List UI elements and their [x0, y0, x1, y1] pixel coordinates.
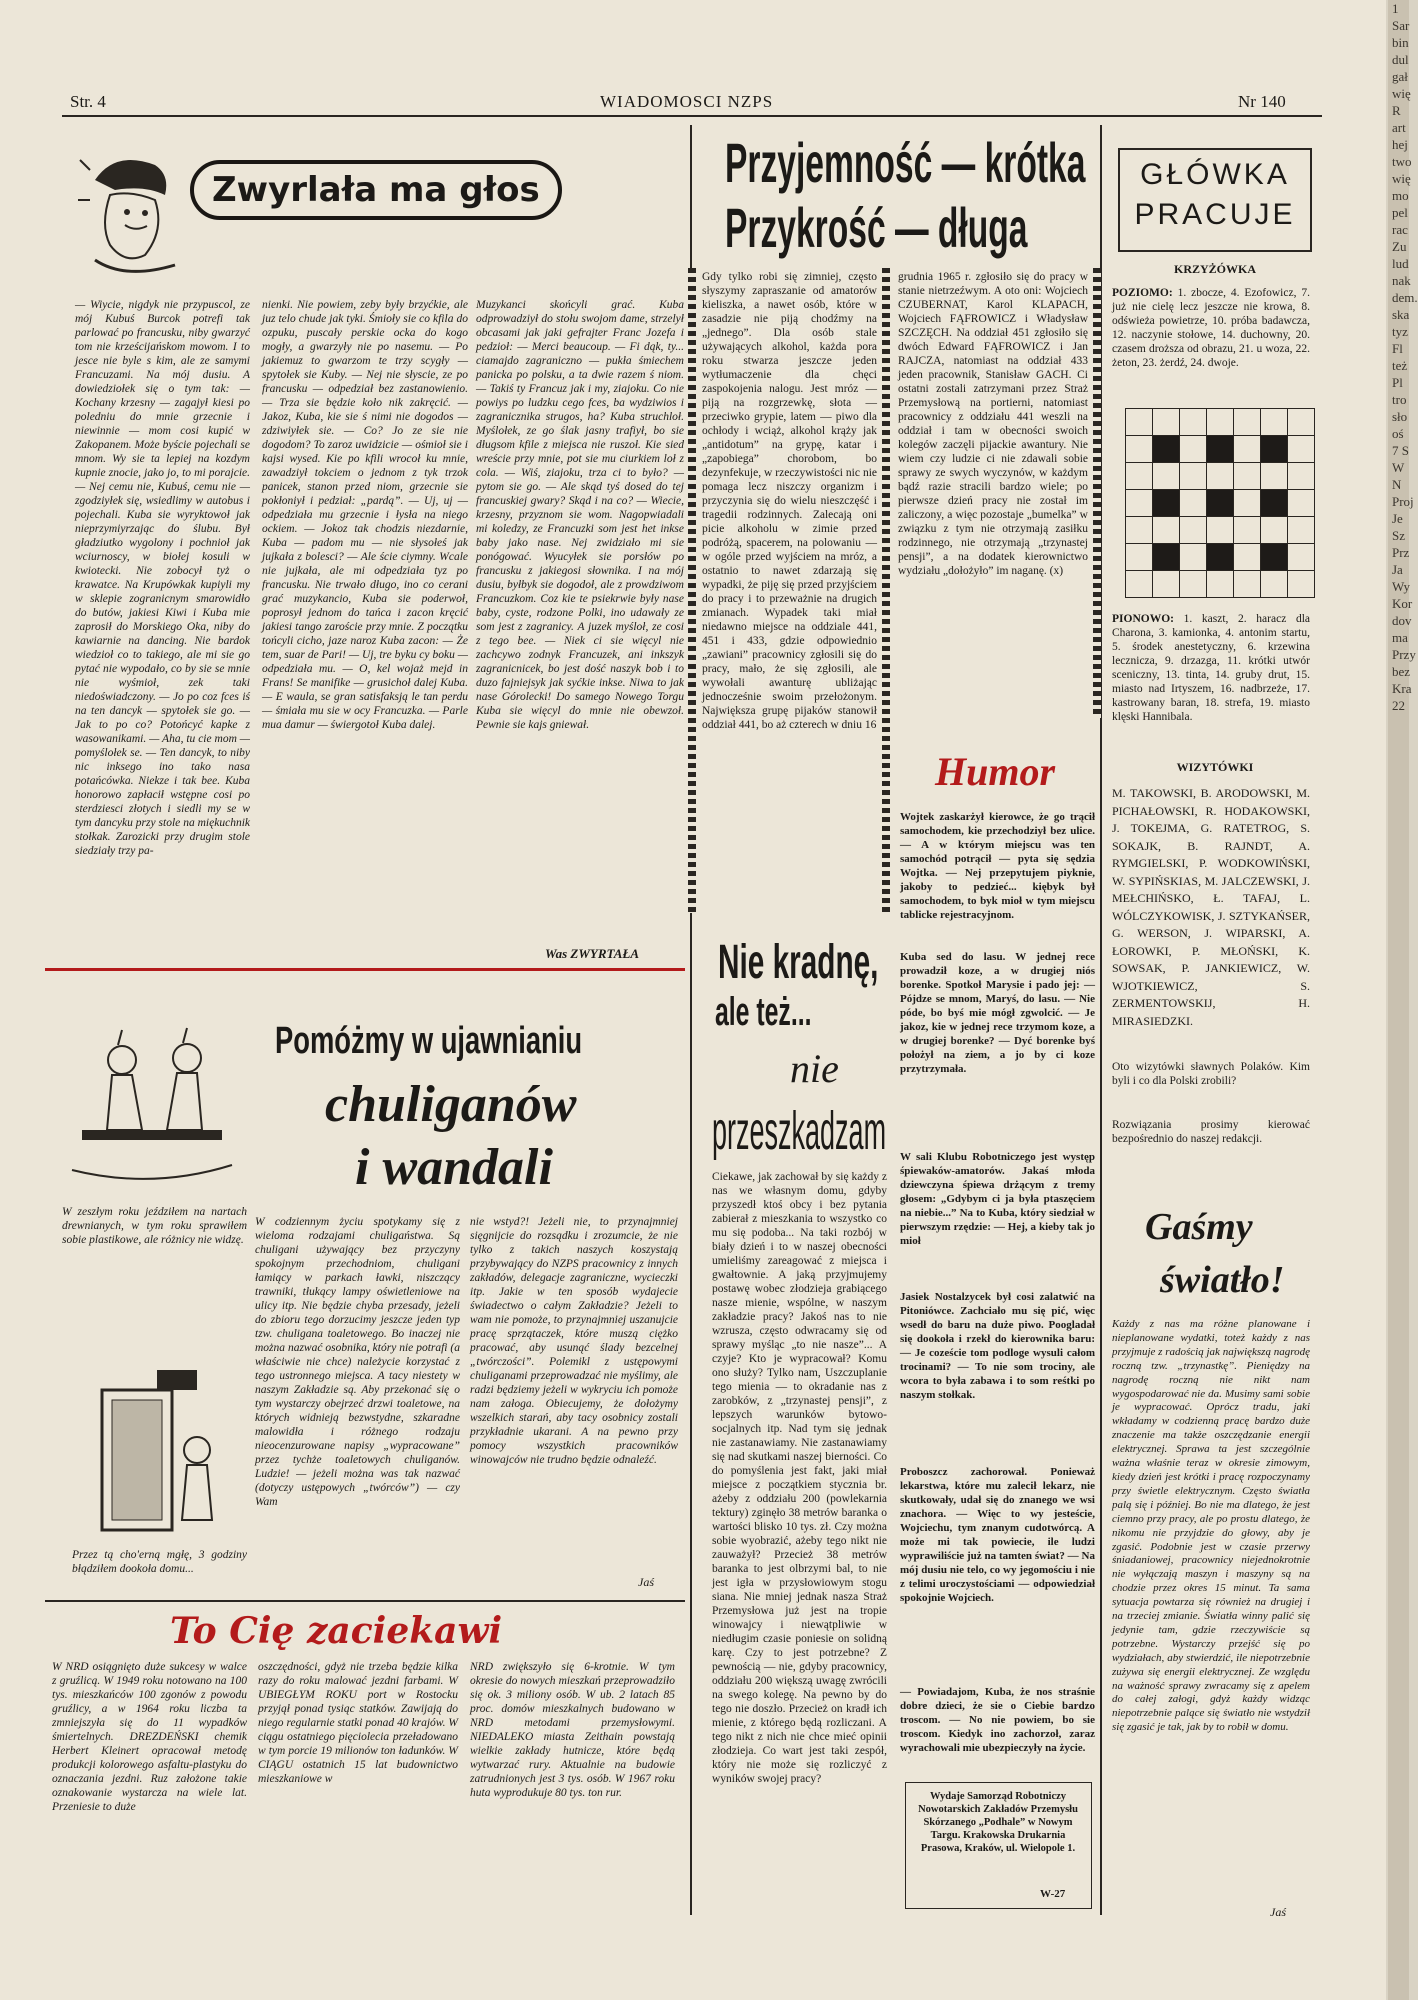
pionowo-clues [1112, 612, 1310, 724]
ornament-border-left [688, 268, 696, 913]
skier-caption: W zeszłym roku jeździłem na nartach drewnianych, w tym roku sprawiłem sobie plastikowe, ale różnicy nie widzę. [62, 1206, 247, 1246]
wizytowki-title: WIZYTÓWKI [1176, 760, 1254, 774]
zwyrtala-title: Zwyrlała ma głos [190, 160, 562, 220]
nie-kradne-title-3: nie [790, 1046, 839, 1091]
nie-kradne-body: Ciekawe, jak zachował by się każdy z nas we własnym domu, gdyby przyszedł ktoś obcy i bez pytania zabierał z mieszkania to wszystko co mu się podoba... Na taki rozbój w biały dzień i to w naszej obecności umieliśmy zareagować z miejsca i gwałtownie. A jaką przyjmujemy postawę wobec złodzieja grabiącego nasze mienie, wspólne, w naszym zakładzie pracy? Jakoś nas to nie wzrusza, często odwracamy się od sprawy myśląc „to nie nasze”... A czyje? Kto je wypracował? Komu ono służy? Tylko nam, Uszczuplanie tego mienia — to okradanie nas z zarobków, z „trzynastej pensji”, z lepszych warunków bytowo-socjalnych itp. Nad tym się jednak nie zastanawiamy. Nie zastanawiamy się nad skutkami naszej bierności. Co do pomyślenia jest fakt, jaki miał miejsce z początkiem stycznia br. ażeby z oddziału 200 (powlekarnia tektury) zginęło 38 metrów baranka o wartości blisko 10 tys. zł. Czy można sobie wyobrazić, ażeby tego nikt nie zauważył? Przecież 38 metrów baranka to jest olbrzymi bal, to nie jest igła w przysłowiowym stogu siana. Nie mniej jednak nasza Straż Przemysłowa już jest na tropie winowajcy i niewątpliwie w niedługim czasie poniesie on solidną karę. Czy to jest potrzebne? Z pewnością — nie, gdyby pracownicy, oddziału 200 większą uwagę zwrócili na swego kolegę. Na pewno by do tego nie doszło. Przecież on kradł ich mienie, z którego będą rozliczani. A tego nikt z nich nie chce mieć opinii złodzieja. Co wart jest taki zespół, który nie może się rozliczyć z wyników swojej pracy? [712, 1171, 887, 1785]
ciekawi-title: To Cię zaciekawi [170, 1610, 503, 1652]
nie-kradne-title-2: ale też... [715, 990, 812, 1034]
ciekawi-column-2: oszczędności, gdyż nie trzeba będzie kilka razy do roku malować jezdni farbami. W UBIEGŁYM ROKU port w Rostocku przyjął ponad tysiąc statków. Zawijają do niego regularnie statki ponad 40 krajów. W ciągu ostatniego pięciolecia przeładowano w tym porcie 19 milionów ton ładunków. W CIĄGU ostatnich 15 lat budownictwo mieszkaniowe w [258, 1661, 458, 1785]
poziomo-clues [1112, 286, 1310, 370]
gasmy-title-2: światło! [1160, 1259, 1285, 1301]
humor-joke-1: Wojtek zaskarżył kierowce, że go trącił samochodem, kie przechodziył bez ulice. — A w kτórym miejscu was ten samochód potrącił — pyta się sędzia Wojtka. — Nej przepytujem piyknie, jakoby to pedzieć... kiębyk był samochodem, to byk mioł w tym miejscu tablicke rejestracyjnom. [900, 811, 1095, 921]
pomozmy-title-1: Pomóżmy w ujawnianiu [275, 1020, 583, 1062]
pomozmy-column-1: W codziennym życiu spotykamy się z wieloma rodzajami chuligaństwa. Są chuligani używający bez przyczyny spokojnym przechodniom, chuligani łamiący w parkach ławki, niszczący trawniki, tłukący lampy oświetleniowe na ulicy itp. Nie będzie chyba przesady, jeżeli do zbioru tego dorzucimy jeszcze jeden typ tzw. chuligana toaletowego. Bo inaczej nie można nazwać osobnika, który nie potrafi (a właściwie nie chce) należycie korzystać z tego ustronnego miejsca. A tacy niestety w naszym Zakładzie są. Aby przekonać się o tym wystarczy obejrzeć drzwi toaletowe, na których widnieją bezwstydne, szkaradne malowidła i różnego rodzaju nieocenzurowane napisy „wypracowane” przez tychże toaletowych chuliganów. Ludzie! — jeżeli można was tak nazwać (dotyczy ustępowych „twórców”) — czy Wam [255, 1216, 460, 1508]
zwyrtala-signature: Was ZWYRTAŁA [545, 946, 640, 961]
ciekawi-column-1: W NRD osiągnięto duże sukcesy w walce z gruźlicą. W 1949 roku notowano na 100 tys. mieszkańców 100 zgonów z powodu gruźlicy, a w 1964 roku liczba ta zmniejszyła się do 11 wypadków śmiertelnych. DREZDEŃSKI chemik Herbert Kleinert opracował metodę produkcji kolorowego asfaltu-plastyku do oznaczania jezdni. Ruz założone takie oznakowanie wystarcza na wiele lat. Przeniesie to duże [52, 1661, 247, 1813]
mountaineer-illustration [75, 140, 195, 280]
humor-joke-6: — Powiadajom, Kuba, że nos straśnie dobre dzieci, że sie o Ciebie bardzo troscom. — No nie powiem, bo sie troscom. Kiedyk ino zachorzoł, zaraz wyrachowali mie ubezpieczyły na życie. [900, 1686, 1095, 1754]
pomozmy-title-3: i wandali [355, 1139, 553, 1196]
ornament-border-middle [882, 268, 890, 913]
przyjemnosc-column-1: Gdy tylko robi się zimniej, często słyszymy zapraszanie od amatorów kieliszka, a nawet osób, które w zasadzie nie piją chodźmy na „jednego”. Dla osób stale używających alkohol, każda pora roku stwarza jeszcze jeden wytłumaczenie dla chęci zaspokojenia nalogu. Jest mróz — piją na rozgrzewkę, słota — przeciwko grypie, latem — piwo dla ochłody i wciąż, alkohol krąży jak „antidotum” na grypę, katar i „zapobiega” chorobom, bo dezynfekuje, w rzeczywistości nic nie pomaga lecz niszczy organizm i przyczynia się do wielu nieszczęść i tragedii rodzinnych. Zalecają oni picie alkoholu w zimie przed podróżą, spacerem, na polowaniu — w ogóle przed wyjściem na mróz, a ostatnio to nawet zdarzają się wypadki, że piję się przed przyjściem do pracy i to przeważnie na drugich zmianach. Wypadek taki miał niedawno miejsce na oddziale 441, 451 i 433, gdzie odpowiednio „zawiani” pracownicy zgłosili się do pracy, mało, że się zgłosili, ale wywołali awanturę ubliżając jednocześnie swoim przełożonym. Największa grupę pijaków stanowił oddział 441, bo aż czterech w dniu 16 [702, 271, 877, 731]
humor-title: Humor [935, 749, 1056, 794]
ornament-border-right [1093, 268, 1101, 718]
glowka-title-2: PRACUJE [1134, 198, 1296, 231]
przyjemnosc-column-2: grudnia 1965 r. zgłosiło się do pracy w stanie nietrzeźwym. A oto oni: Wojciech CZUBERNAT, Karol KLAPACH, Wojciech FĄFROWICZ i Władysław SZCZĘCH. Na oddział 451 zgłosiło się dwóch Edward FĄFROWICZ i Jan RAJCZA, natomiast na oddział 433 jeden pracownik, Stanisław GACH. Ci ostatni zostali zatrzymani przez Straż Przemysłową na portierni, natomiast pracownicy z oddziału 441 weszli na oddział i tam w obecności swoich kolegów zaczęli pijackie awantury. Nie wiem czy ludzie ci nie zdawali sobie sprawy ze swych wyczynów, w każdym bądź razie stracili bardzo wiele; po pierwsze dzień pracy nie został im zaliczony, a więc pozostaje „bumelka” w związku z tym nie otrzymają zasiłku rodzinnego, nie otrzymają „trzynastej pensji”, a na dodatek kierownictwo wydziału „dołożyło” im naganę. (x) [898, 271, 1088, 577]
page-number: Str. 4 [70, 92, 106, 111]
pomozmy-signature: Jaś [638, 1575, 654, 1589]
poziomo-label: POZIOMO: [1112, 287, 1173, 299]
ciekawi-rule [45, 1600, 685, 1602]
wizytowki-question: Oto wizytówki sławnych Polaków. Kim byli i co dla Polski zrobili? [1112, 1061, 1310, 1087]
nie-kradne-title-4: przeszkadzam [712, 1101, 887, 1161]
newspaper-title: WIADOMOSCI NZPS [600, 92, 774, 111]
gasmy-signature: Jaś [1270, 1905, 1286, 1919]
header-rule [62, 115, 1322, 117]
humor-joke-4: Jasiek Nostalzycek był cosi zalatwić na Pitoniówce. Zachciało mu się pić, więc wsedł do baru na duże piwo. Poogladał się dookoła i rzekł do kierownika baru: — Je cozeście tom podloge wysuli całom trocinami? — To nie som trociny, ale wcora to była zabawa i to som reśtki po naszym stołkak. [900, 1291, 1095, 1401]
door-cartoon [62, 1370, 242, 1545]
wizytowki-answers: Rozwiązania prosimy kierować bezpośrednio do naszej redakcji. [1112, 1119, 1310, 1145]
nie-kradne-title-1: Nie kradnę, [718, 936, 879, 989]
poziomo-text: 1. zbocze, 4. Ezofowicz, 7. już nie cielę lecz jeszcze nie krowa, 8. odświeża powietrze, 10. próba badawcza, 12. naczynie stołowe, 14. duchowny, 20. czasem droższa od obrazu, 21. u woza, 22. żeton, 23. żerdź, 24. dwoje. [1112, 287, 1310, 369]
crossword-grid [1125, 408, 1315, 598]
humor-joke-3: W sali Klubu Robotniczego jest występ śpiewaków-amatorów. Jakaś młoda dziewczyna śpiewa drżącym z tremy głosem: „Gdybym ci ja była ptaszęciem na niebie...” Na to Kuba, który siedział w pierwszym rzędzie: — Hej, a kieby tak jo mioł [900, 1151, 1095, 1247]
pionowo-label: PIONOWO: [1112, 613, 1174, 625]
pomozmy-column-2: nie wstyd?! Jeżeli nie, to przynajmniej sięgnijcie do rozsądku i zrozumcie, że nie tylko z takich naszych koszystają przybywający do NZPS pracownicy z innych zakładów, delegacje zagraniczne, wycieczki itp. Jakie w ten sposób wydajecie świadectwo o całym Zakładzie? Jeżeli to wam nie pomoże, to przynajmniej uszanujcie pracę sprzątaczek, które muszą ciężko pracować, aby usunąć ślady bezcelnej „twórczości”. Polemikl z ustępowymi chuliganami przeprowadzać nie myślimy, ale radzi będziemy jeżeli w wykryciu ich pomoże nam załoga. Obiecujemy, że dołożymy wszelkich starań, aby tacy osobnicy zostali przykładnie ukarani. A na pewno przy pomocy wszystkich pracowników winowajców nie trudno będzie odnaleźć. [470, 1216, 678, 1466]
przyjemnosc-title-2: Przykrość — długa [725, 196, 1028, 259]
wizytowki-list: M. TAKOWSKI, B. ARODOWSKI, M. PICHAŁOWSKI, R. HODAKOWSKI, J. TOKEJMA, G. RATETROG, S. SOKAJK, B. RAJNDT, A. RYMGIELSKI, P. WODKOWIŃSKI, W. SYPIŃSKIAS, M. JALCZEWSKI, J. MEŁCHIŃSKO, Ł. TAFAJ, L. WÓLCZYKOWISK, J. SZTYKAŃSER, G. WERSON, J. WIPARSKI, A. ŁOROWKI, P. MŁOŃSKI, K. SOWSAK, P. JANKIEWICZ, W. WJOTKIEWICZ, S. ZERMENTOWSKIJ, H. MIRASIEDZKI. [1112, 786, 1310, 1028]
zwyrtala-column-1: — Wiycie, nigdyk nie przypuscol, ze mój Kubuś Burcok potrefi tak parlować po francusku, niby gwarzyć tom nie krześcijańskom mowom. I to jesce nie byle s kim, ale ze samymi Francuzami. Na mój dusiu. A dowiedziołek się o tym tak: — Kochany krzesny — zagajył kiesi po poledniu do mnie grzecnie i niewinnie — mom cosi kupić w Zakopanem. Może byście pojechali se mnom. Wy sie ta lepiej na kozdym kupnie znocie, jako jo, to mi porajcie. — Nej cemu nie, Kubuś, cemu nie — zgodziyłek się, wsiedlimy w autobus i pojechali. Kuba sie wyryktowoł jak nieprzymiyrzając do ślubu. Był gładziutko wygolony i pochnioł jak wciurnoscy, w biołej kosuli w kwiotecki. Nie zobocył tyż o krawatce. Na Krupówkak kupiyli my w sklepie zogranicnym smarowidło do butów, jakiesi Kiwi i Kuba mie zaprosił do Morskiego Oka, niby do kawiarnie na dancing. Nie bardok wiedzioł co to takiego, ale mi sie go pytać nie wypodało, co by sie se mnie nie wyśmioł, zek taki niedoświadczony. — Jo po coz fces iś na ten dancyk — spytołek sie go. — Jak to po co? Potońcyć kapke z wasowanikami. — Aha, tu cie mom — pomyślołek se. — Ten dancyk, to niby nic inksego ino tako nasa potańcówka. Niekze i tak bee. Kuba honorowo zapłacił wstępne cosi po sterdziesci złotych i siedli my se w tym dancyku przy stole na miękuchnik stołkak. Zarozicki przy drugim stole siedziały trzy pa- [75, 299, 250, 857]
gasmy-body: Każdy z nas ma różne planowane i nieplanowane wydatki, toteż każdy z nas przyjmuje z radością jak największą nagrodę roczną tzw. „trzynastkę”. Pieniędzy na nagrodę roczną nie nikt nam wygospodarować nie da. Musimy sami sobie je wypracować. Oprócz tradu, jaki wkładamy w codzienną pracę bardzo duże znaczenie ma także oszczędzanie energii elektrycznej. Sprawa ta jest szczególnie ważna właśnie teraz w okresie zimowym, kiedy dzień jest krótki i pracę rozpoczynamy przy świetle elektrycznym. Często światła palą się i później. Bo nie ma dlatego, że jest ciemno przy pracy, ale po prostu dlatego, że nikomu nie przyjdzie do głowy, aby je zgasić. Podobnie jest w czasie przerwy śniadaniowej, pracownicy niejednokrotnie nie wyłączają maszyn i maszyny są na chodzie przez okres 15 minut. Ta sama sytuacja powtarza się również na drugiej i na trzeciej zmianie. Światła winny palić się jedynie tam, gdzie rzeczywiście są potrzebne. Wystarczy przejść się po wydziałach, aby stwierdzić, ile niepotrzebnie zużywa się energii elektrycznej. Ze względu na ważność sprawy zwracamy się z apelem do całej załogi, gdyż każdy widząc niepotrzebnie palące się światło nie wstydził się zgasić je tak, jak by to robił w domu. [1112, 1318, 1310, 1734]
fog-caption: Przez tą cho'erną mgłę, 3 godziny błądziłem dookoła domu... [72, 1549, 247, 1575]
imprint-code: W-27 [1040, 1888, 1066, 1900]
ciekawi-column-3: NRD zwiększyło się 6-krotnie. W tym okresie do nowych mieszkań przeprowadziło się ok. 3 miliony osób. W ub. 2 latach 85 proc. domów mieszkalnych budowano w NRD metodami przemysłowymi. NIEDALEKO miasta Zeithain powstają wielkie zakłady hutnicze, które będą wytwarzać rury. Aktualnie na budowie zatrudnionych jest 3 tys. osób. W 1967 roku huta wyprodukuje 80 tys. ton rur. [470, 1661, 675, 1799]
skier-cartoon [62, 1010, 237, 1205]
imprint-text: Wydaje Samorząd Robotniczy Nowotarskich Zakładów Przemysłu Skórzanego „Podhale” w Nowym Targu. Krakowska Drukarnia Prasowa, Kraków, ul. Wielopole 1. [918, 1791, 1078, 1854]
humor-joke-2: Kuba sed do lasu. W jednej rece prowadził koze, a w drugiej niós borenke. Spotkoł Marysie i pado jej: — Pójdze se mnom, Maryś, do lasu. — Nie póde, bo byś mie mógł zgwolcić. — Je jakoz, kie w jednej rece trzymom koze, a w drugiej borenke? — Dyć borenke byś położył na ziem, a jo by ci koze przytrzymała. [900, 951, 1095, 1075]
pionowo-text: 1. kaszt, 2. haracz dla Charona, 3. kamionka, 4. antonim startu, 5. środek anestetyczny, 6. krzewina lecznicza, 9. drzazga, 11. krótki utwór sceniczny, 13. tinta, 14. gruby drut, 15. miasto nad Irtyszem, 16. nadbrzeże, 17. kastrowany baran, 18. strefa, 19. miasto klęski Hannibala. [1112, 613, 1310, 723]
zwyrtala-column-3: Muzykanci skońcyli grać. Kuba odprowadziył do stołu swojom dame, strzelył obcasami jak jaki gefrajter Franc Jozefa i pedzioł: — Merci beaucoup. — Fi dąk, ty... ciamajdo zagraniczno — pukła śmiechem panicka po polsku, a ta dwie razem ś niom. — Takiś ty Francuz jak i my, ziajoku. Co nie powiys po ludzku cego fces, ba wydziwios i zagranicznika strugos, ha? Kuba struchloł. Myślołek, ze go ślak jasny trafiył, bo sie długsom kfile z miejsca nie ruszoł. Kie sied wreście przy mnie, pot sie mu ciurkiem loł z cola. — Wiś, ziajoku, trza ci to było? — pytom sie go. — Ale skąd tyś dosed do tej francuskiej gwary? Skąd i na co? — Wiecie, krzesny, przyznom sie wom. Nagopwiadali mi koledzy, ze Francuzki som jest het inkse baby jako nase. Nej zwidziało mi sie ponógować. Wyucyłek sie porsłów po francusku z jakiegosi słownika. I na mój dusiu, byłbyk sie dogodoł, ale z prowdziwom Francuzkom. Coz kie te psiekrwie były nase baby, cyste, rodzone Polki, ino udawały ze som jest z zagranicy. A juzek myśloł, ze cosi z tego bee. — Niek ci sie więcyl nie zachcywo zodnyk Francuzek, ani inkszyk zagranicnicek, bo jest dość naszyk bob i to duzo fajniejsyk jak syćkie inkse. Niwa to jak nase Górolecki! Do samego Nowego Torgu Kuba sie więcyl do mnie nie obewzoł. Pewnie sie kajs gniewał. [476, 299, 684, 731]
zwyrtala-column-2: nienki. Nie powiem, zeby były brzyćkie, ale juz telo chude jak tyki. Śmioły sie co kfila do ozpuku, puscały perskie ocka do kogo mogły, a gwarzyły nie po nasemu. — Po jakiemuz to gwarzom te trzy scygły — spytołek sie Kuby. — Nej nie słyscie, ze po francusku — odpedział bez zastanowienio. — Trza sie będzie koło nik zakręcić. — Jakoz, Kuba, kie sie ś nimi nie dogodos — zdziwiyłek sie. — Co? Jo ze sie nie dogodom? To zaroz uwidzicie — ośmioł sie i kajsi wysed. Kie po kfili wrocoł ku mnie, zawadziył tokciem o jednom z tyk trzok panicek, stanon przed niom, grzecnie sie pokłoniył i pedział: „pardą”. — Uj, uj — odpedziała mu grzecnie i łysła na niego ockiem. — Jokoz tak chodzis niezdarnie, Kuba — padom mu — nie słysołeś jak jujkała z bolesci? — Ale ście ciymny. Wcale nie jujkała, ale mi odpedziała tyz po francusku. Nie trwało długo, ino co cerani grać muzykancio, Kuba sie poderwoł, poprosył jednom do tańca i zacon kręcić jakiesi tango zaroście przy mnie. Z początku tońcyli cicho, jaze naroz Kuba zacon: — Że tem, suar de Pari! — Uj, tre byku cy boku — odpedziała mu. — O, kel wojaż mejd in Frans! Se manifike — grusichoł dalej Kuba. — E waula, se gran satisfaksją le tan perdu — śmiała mu sie w ocy Francuzka. — Parle mua damur — świergotoł Kuba dalej. [262, 299, 468, 731]
przyjemnosc-title-1: Przyjemność — krótka [725, 131, 1086, 194]
adjacent-page-fragment: 1 Sar bin dul gał wię R art hej two wię mo pel rac Zu lud nak dem. ska tyz Fl też Pl tro sło oś 7 S W N Proj Je Sz Prz Ja Wy Kor dov ma Przy bez Kra 22 [1392, 1, 1418, 713]
glowka-title-1: GŁÓWKA [1140, 158, 1290, 191]
humor-joke-5: Proboszcz zachorował. Ponieważ lekarstwa, które mu zalecił lekarz, nie skutkowały, udał się do znanego we wsi znachora. — Więc to wy jesteście, Wojciechu, tym znanym cudotwórcą. A może mi tak powiecie, ile ludzi wyprawiliście już na tamten świat? — Na mój dusiu nie telo, co wy jegomościu i nie z telimi uroczystościami — odpowiedział spokojnie Wojciech. [900, 1466, 1095, 1604]
gasmy-title-1: Gaśmy [1145, 1206, 1253, 1248]
krzyzowka-title: KRZYŻÓWKA [1173, 262, 1256, 276]
issue-number: Nr 140 [1238, 92, 1286, 111]
zwyrtala-red-rule [45, 968, 685, 971]
pomozmy-title-2: chuliganów [325, 1076, 577, 1133]
